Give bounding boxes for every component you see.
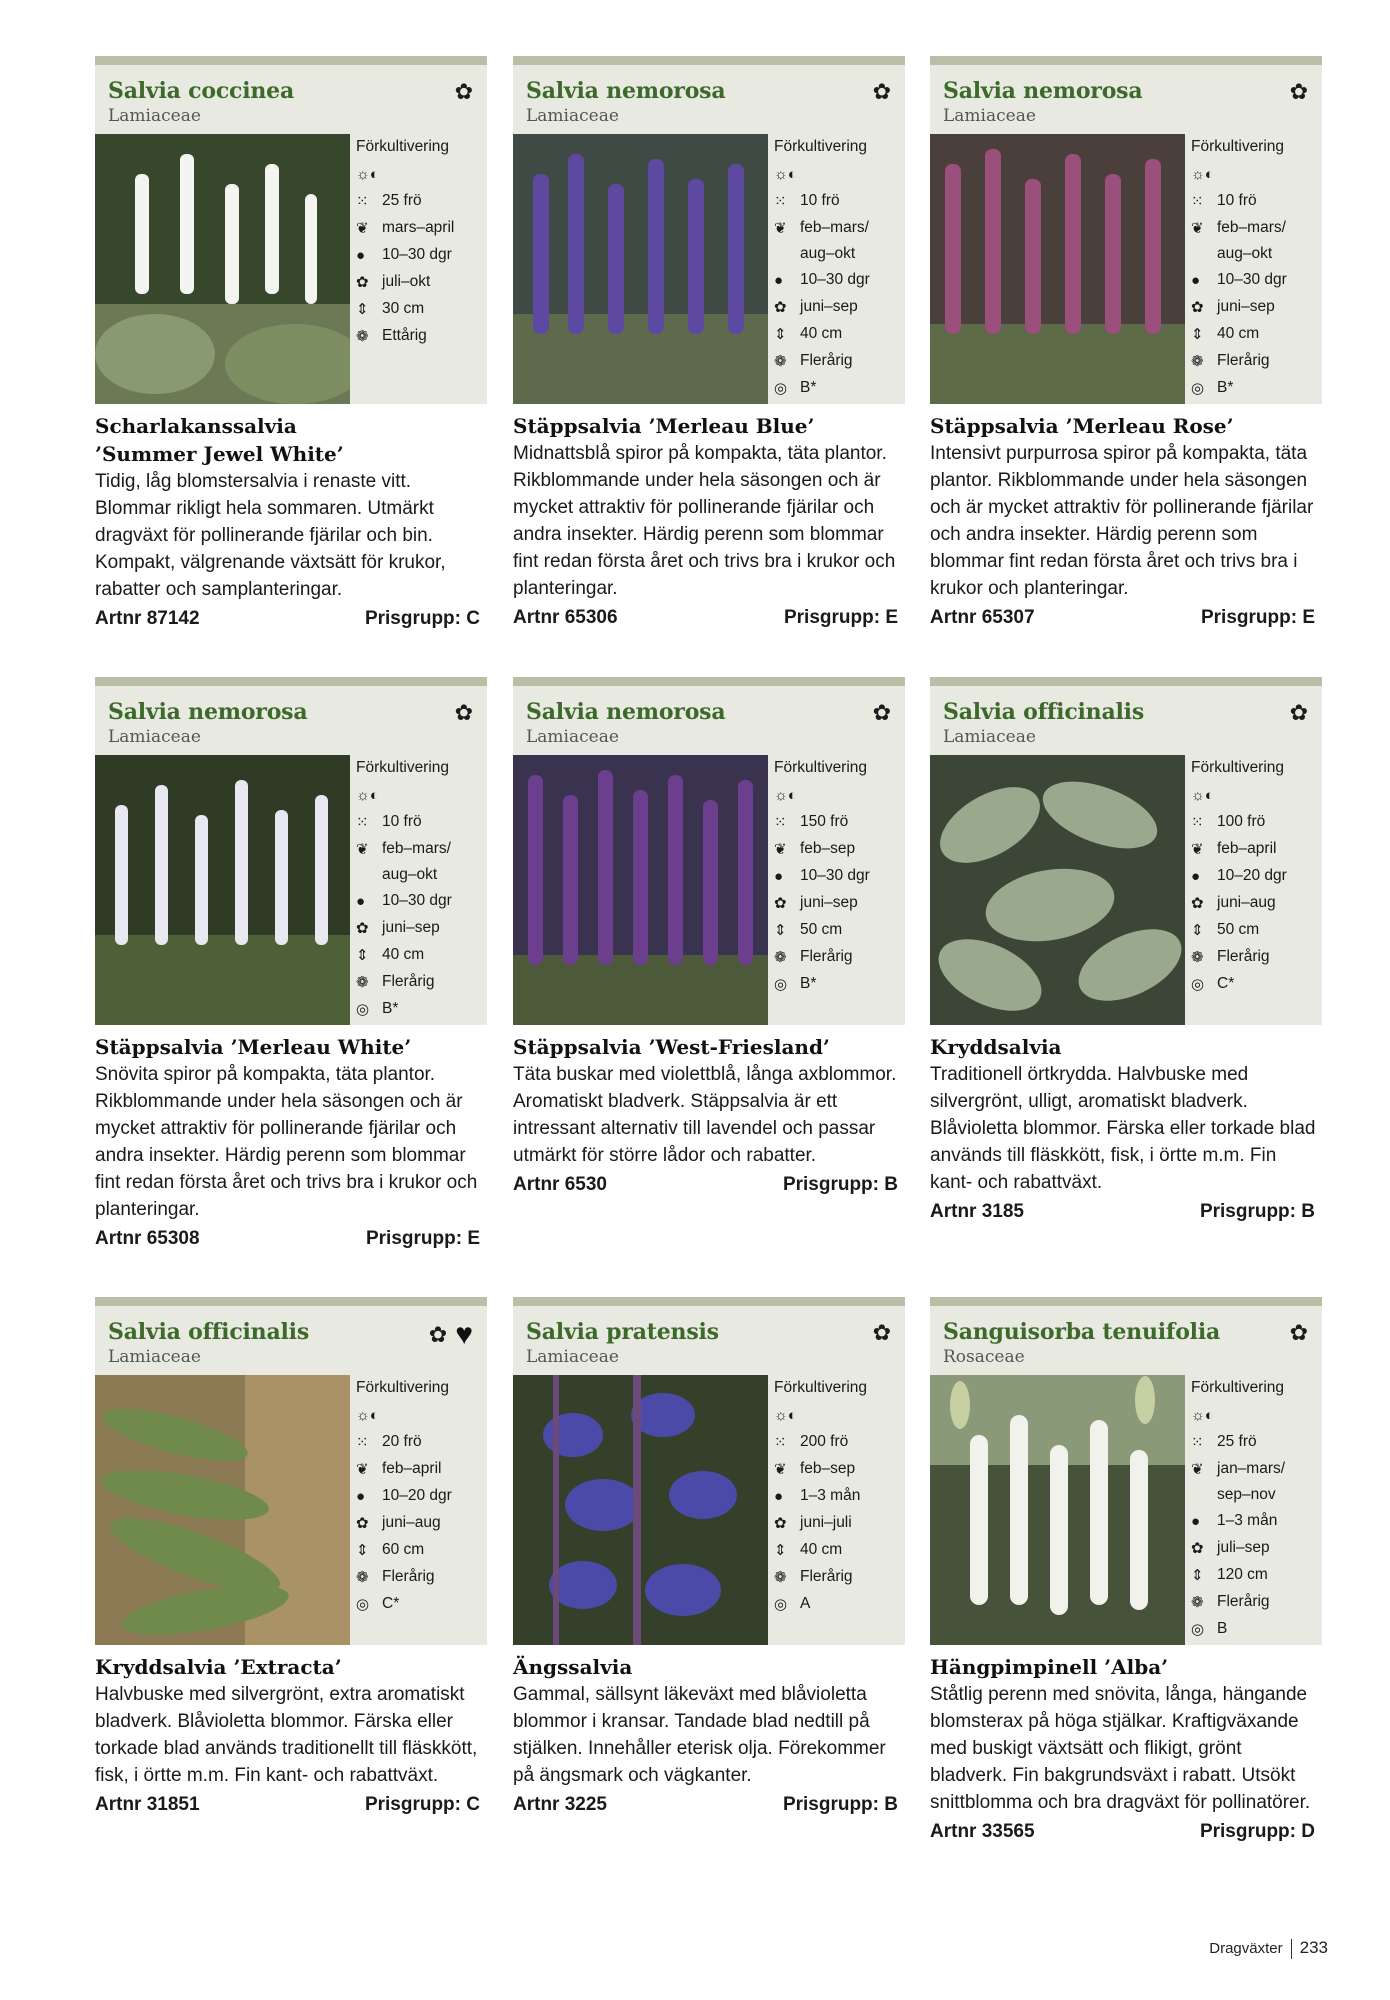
drop-icon: ● — [356, 893, 366, 910]
seeds-icon: ⁙ — [356, 814, 369, 831]
spec-lifespan: Ettårig — [382, 327, 427, 344]
bee-icon: ✿ — [454, 79, 473, 104]
height-icon: ⇕ — [774, 922, 787, 939]
lifecycle-icon: ❁ — [774, 1569, 787, 1586]
spec-height: 60 cm — [382, 1541, 425, 1558]
spec-group: B* — [800, 975, 817, 992]
plant-family: Lamiaceae — [108, 727, 201, 747]
spec-list — [1191, 1376, 1320, 1643]
product-card — [95, 677, 487, 1250]
spec-group: A — [800, 1595, 811, 1612]
drop-icon: ● — [1191, 1513, 1201, 1530]
sun-halfshade-icon: ☼◐ — [356, 787, 379, 804]
product-description: Ståtlig perenn med snövita, långa, hängande blomsterax på höga stjälkar. Kraftigväxande med buskigt växtsätt och flikigt, grönt bladverk. Fin bakgrundsväxt i rabatt. Utsökt snittblomma och bra dragväxt för pollinatörer. — [930, 1684, 1311, 1813]
price-group: Prisgrupp: E — [1200, 607, 1315, 628]
spec-lifespan: Flerårig — [1217, 948, 1270, 965]
latin-name: Salvia pratensis — [526, 1319, 719, 1345]
spec-header: Förkultivering — [1191, 1379, 1285, 1396]
seeds-icon: ⁙ — [1191, 1434, 1204, 1451]
spec-height: 40 cm — [800, 1541, 843, 1558]
product-title: Kryddsalvia ’Extracta’ — [95, 1655, 342, 1679]
sun-halfshade-icon: ☼◐ — [356, 166, 379, 183]
flower-icon: ✿ — [356, 920, 369, 937]
product-card — [513, 56, 905, 629]
sun-halfshade-icon: ☼◐ — [1191, 166, 1214, 183]
flower-icon: ✿ — [1191, 299, 1204, 316]
bee-icon: ✿ — [1289, 1320, 1308, 1345]
lifecycle-icon: ❁ — [356, 328, 369, 345]
article-number: Artnr 3185 — [930, 1201, 1024, 1222]
product-card — [513, 1297, 905, 1816]
latin-name: Salvia nemorosa — [526, 78, 726, 104]
height-icon: ⇕ — [356, 1542, 369, 1559]
spec-germination: 10–20 dgr — [1217, 867, 1287, 884]
card-header — [513, 56, 905, 134]
price-group: Prisgrupp: B — [782, 1174, 898, 1195]
card-header — [513, 677, 905, 755]
height-icon: ⇕ — [1191, 922, 1204, 939]
article-number: Artnr 65307 — [930, 607, 1035, 628]
plant-family: Lamiaceae — [943, 106, 1036, 126]
target-icon: ◎ — [356, 1001, 370, 1018]
spec-header: Förkultivering — [1191, 759, 1285, 776]
flower-icon: ✿ — [774, 895, 787, 912]
drop-icon: ● — [356, 1488, 366, 1505]
page-number: 233 — [1299, 1938, 1328, 1957]
product-description: Tidig, låg blomstersalvia i renaste vitt. Blommar rikligt hela sommaren. Utmärkt dragväxt för pollinerande fjärilar och bin. Kompakt, välgrenande växtsätt för krukor, rabatter och samplanteringar. — [95, 471, 446, 600]
target-icon: ◎ — [1191, 976, 1205, 993]
target-icon: ◎ — [1191, 380, 1205, 397]
flower-icon: ✿ — [356, 1515, 369, 1532]
flower-icon: ✿ — [356, 274, 369, 291]
drop-icon: ● — [356, 247, 366, 264]
spec-group: B* — [1217, 379, 1234, 396]
spec-height: 50 cm — [800, 921, 843, 938]
price-group: Prisgrupp: C — [364, 608, 480, 629]
spec-germination: 10–30 dgr — [800, 867, 870, 884]
plant-family: Lamiaceae — [526, 106, 619, 126]
spec-list — [356, 756, 485, 1023]
bee-icon: ✿ — [872, 79, 891, 104]
spec-header: Förkultivering — [774, 1379, 868, 1396]
spec-group: B — [1217, 1620, 1228, 1637]
spec-lifespan: Flerårig — [800, 352, 853, 369]
spec-flowering: juni–sep — [382, 919, 440, 936]
sprout-icon: ❦ — [356, 1461, 369, 1478]
spec-list — [774, 135, 903, 402]
target-icon: ◎ — [356, 1596, 370, 1613]
plant-photo — [95, 134, 350, 404]
spec-height: 40 cm — [1217, 325, 1260, 342]
spec-flowering: juli–okt — [382, 273, 431, 290]
product-card — [95, 1297, 487, 1816]
seeds-icon: ⁙ — [774, 193, 787, 210]
plant-family: Lamiaceae — [108, 1347, 201, 1367]
spec-height: 40 cm — [800, 325, 843, 342]
plant-photo — [930, 755, 1185, 1025]
plant-photo — [930, 134, 1185, 404]
latin-name: Salvia officinalis — [108, 1319, 310, 1345]
bee-icon: ✿ — [428, 1322, 448, 1347]
plant-family: Lamiaceae — [108, 106, 201, 126]
spec-list — [356, 135, 485, 350]
sun-halfshade-icon: ☼◐ — [356, 1407, 379, 1424]
drop-icon: ● — [774, 272, 784, 289]
product-title: Stäppsalvia ’Merleau Blue’ — [513, 414, 815, 438]
price-group: Prisgrupp: B — [782, 1794, 898, 1815]
spec-sowing: feb–mars/ aug–okt — [1217, 219, 1286, 262]
heart-icon: ♥ — [455, 1318, 473, 1351]
plant-photo — [513, 1375, 768, 1645]
lifecycle-icon: ❁ — [774, 949, 787, 966]
spec-lifespan: Flerårig — [800, 948, 853, 965]
article-number: Artnr 3225 — [513, 1794, 607, 1815]
bee-icon: ✿ — [1289, 700, 1308, 725]
bee-icon: ✿ — [454, 700, 473, 725]
drop-icon: ● — [774, 868, 784, 885]
target-icon: ◎ — [774, 976, 788, 993]
bee-icon: ✿ — [872, 700, 891, 725]
price-group: Prisgrupp: C — [364, 1794, 480, 1815]
spec-seeds: 200 frö — [800, 1433, 849, 1450]
lifecycle-icon: ❁ — [356, 1569, 369, 1586]
spec-list — [774, 1376, 903, 1618]
sprout-icon: ❦ — [1191, 220, 1204, 237]
spec-flowering: juli–sep — [1217, 1539, 1270, 1556]
product-description: Intensivt purpurrosa spiror på kompakta, täta plantor. Rikblommande under hela säsongen och är mycket attraktiv för pollinerande fjärilar och andra insekter. Härdig perenn som blommar fint redan första året och trivs bra i krukor och planteringar. — [930, 443, 1314, 599]
spec-list — [774, 756, 903, 998]
drop-icon: ● — [1191, 868, 1201, 885]
spec-flowering: juni–sep — [800, 298, 858, 315]
spec-seeds: 100 frö — [1217, 813, 1266, 830]
product-card — [513, 677, 905, 1196]
latin-name: Salvia nemorosa — [943, 78, 1143, 104]
spec-height: 40 cm — [382, 946, 425, 963]
seeds-icon: ⁙ — [774, 1434, 787, 1451]
latin-name: Salvia nemorosa — [526, 699, 726, 725]
height-icon: ⇕ — [774, 1542, 787, 1559]
plant-family: Lamiaceae — [943, 727, 1036, 747]
spec-group: C* — [382, 1595, 400, 1612]
bee-icon: ✿ — [1289, 79, 1308, 104]
product-description: Täta buskar med violettblå, långa axblommor. Aromatiskt bladverk. Stäppsalvia är ett intressant alternativ till lavendel och passar utmärkt för större lådor och rabatter. — [513, 1064, 897, 1166]
seeds-icon: ⁙ — [774, 814, 787, 831]
product-description: Halvbuske med silvergrönt, extra aromatiskt bladverk. Blåvioletta blommor. Färska eller torkade blad används traditionellt till fläskkött, fisk, i örtte m.m. Fin kant- och rabattväxt. — [95, 1684, 478, 1786]
latin-name: Salvia officinalis — [943, 699, 1145, 725]
product-title: Stäppsalvia ’Merleau Rose’ — [930, 414, 1234, 438]
flower-icon: ✿ — [1191, 895, 1204, 912]
height-icon: ⇕ — [774, 326, 787, 343]
spec-lifespan: Flerårig — [382, 973, 435, 990]
spec-seeds: 10 frö — [382, 813, 422, 830]
seeds-icon: ⁙ — [356, 193, 369, 210]
lifecycle-icon: ❁ — [1191, 353, 1204, 370]
latin-name: Salvia nemorosa — [108, 699, 308, 725]
lifecycle-icon: ❁ — [1191, 949, 1204, 966]
target-icon: ◎ — [774, 1596, 788, 1613]
card-header — [95, 677, 487, 755]
spec-seeds: 25 frö — [1217, 1433, 1257, 1450]
sprout-icon: ❦ — [1191, 1461, 1204, 1478]
spec-lifespan: Flerårig — [1217, 1593, 1270, 1610]
lifecycle-icon: ❁ — [356, 974, 369, 991]
card-header — [513, 1297, 905, 1375]
target-icon: ◎ — [774, 380, 788, 397]
spec-header: Förkultivering — [774, 759, 868, 776]
drop-icon: ● — [1191, 272, 1201, 289]
drop-icon: ● — [774, 1488, 784, 1505]
product-title: Ängssalvia — [513, 1655, 633, 1679]
spec-height: 30 cm — [382, 300, 425, 317]
flower-icon: ✿ — [1191, 1540, 1204, 1557]
sprout-icon: ❦ — [774, 841, 787, 858]
price-group: Prisgrupp: E — [365, 1228, 480, 1249]
spec-header: Förkultivering — [356, 759, 450, 776]
sun-halfshade-icon: ☼◐ — [774, 166, 797, 183]
spec-lifespan: Flerårig — [800, 1568, 853, 1585]
product-card — [930, 1297, 1322, 1843]
plant-photo — [513, 134, 768, 404]
article-number: Artnr 6530 — [513, 1174, 607, 1195]
lifecycle-icon: ❁ — [1191, 1594, 1204, 1611]
lifecycle-icon: ❁ — [774, 353, 787, 370]
price-group: Prisgrupp: B — [1199, 1201, 1315, 1222]
seeds-icon: ⁙ — [356, 1434, 369, 1451]
spec-germination: 1–3 mån — [800, 1487, 861, 1504]
spec-germination: 10–20 dgr — [382, 1487, 452, 1504]
plant-photo — [930, 1375, 1185, 1645]
spec-sowing: feb–sep — [800, 1460, 856, 1477]
spec-sowing: feb–mars/ aug–okt — [382, 840, 451, 883]
card-header — [930, 1297, 1322, 1375]
plant-photo — [513, 755, 768, 1025]
product-card — [930, 677, 1322, 1223]
latin-name: Sanguisorba tenuifolia — [943, 1319, 1221, 1345]
sprout-icon: ❦ — [774, 1461, 787, 1478]
spec-header: Förkultivering — [356, 138, 450, 155]
page-footer — [1209, 1938, 1328, 1959]
spec-sowing: feb–april — [1217, 840, 1277, 857]
height-icon: ⇕ — [356, 301, 369, 318]
spec-sowing: feb–april — [382, 1460, 442, 1477]
spec-group: C* — [1217, 975, 1235, 992]
seeds-icon: ⁙ — [1191, 814, 1204, 831]
spec-seeds: 150 frö — [800, 813, 849, 830]
height-icon: ⇕ — [1191, 326, 1204, 343]
height-icon: ⇕ — [1191, 1567, 1204, 1584]
product-title: Hängpimpinell ’Alba’ — [930, 1655, 1169, 1679]
sprout-icon: ❦ — [356, 841, 369, 858]
product-title: Stäppsalvia ’Merleau White’ — [95, 1035, 412, 1059]
plant-family: Rosaceae — [943, 1347, 1025, 1367]
sprout-icon: ❦ — [774, 220, 787, 237]
spec-height: 50 cm — [1217, 921, 1260, 938]
card-header — [95, 56, 487, 134]
spec-seeds: 10 frö — [1217, 192, 1257, 209]
spec-list — [1191, 135, 1320, 402]
spec-germination: 10–30 dgr — [382, 246, 452, 263]
article-number: Artnr 65308 — [95, 1228, 200, 1249]
sun-halfshade-icon: ☼◐ — [774, 787, 797, 804]
spec-header: Förkultivering — [774, 138, 868, 155]
product-description: Gammal, sällsynt läkeväxt med blåvioletta blommor i kransar. Tandade blad nedtill på stjälken. Innehåller eterisk olja. Förekommer på ängsmark och vägkanter. — [513, 1684, 886, 1786]
spec-sowing: mars–april — [382, 219, 455, 236]
spec-sowing: feb–sep — [800, 840, 856, 857]
spec-seeds: 10 frö — [800, 192, 840, 209]
plant-family: Lamiaceae — [526, 1347, 619, 1367]
spec-germination: 10–30 dgr — [1217, 271, 1287, 288]
product-title: Scharlakanssalvia ’Summer Jewel White’ — [95, 414, 344, 466]
section-name: Dragväxter — [1209, 1940, 1283, 1957]
card-header — [95, 1297, 487, 1375]
spec-height: 120 cm — [1217, 1566, 1268, 1583]
spec-seeds: 25 frö — [382, 192, 422, 209]
plant-photo — [95, 1375, 350, 1645]
product-title: Kryddsalvia — [930, 1035, 1062, 1059]
spec-seeds: 20 frö — [382, 1433, 422, 1450]
flower-icon: ✿ — [774, 299, 787, 316]
article-number: Artnr 65306 — [513, 607, 618, 628]
article-number: Artnr 31851 — [95, 1794, 200, 1815]
spec-sowing: feb–mars/ aug–okt — [800, 219, 869, 262]
latin-name: Salvia coccinea — [108, 78, 295, 104]
product-description: Traditionell örtkrydda. Halvbuske med silvergrönt, ulligt, aromatiskt bladverk. Blåvioletta blommor. Färska eller torkade blad används till fläskkött, fisk, i örtte m.m. Fin kant- och rabattväxt. — [930, 1064, 1316, 1193]
bee-icon: ✿ — [872, 1320, 891, 1345]
spec-flowering: juni–sep — [1217, 298, 1275, 315]
sun-halfshade-icon: ☼◐ — [1191, 787, 1214, 804]
spec-group: B* — [800, 379, 817, 396]
plant-family: Lamiaceae — [526, 727, 619, 747]
spec-list — [356, 1376, 485, 1618]
spec-germination: 10–30 dgr — [800, 271, 870, 288]
sprout-icon: ❦ — [1191, 841, 1204, 858]
price-group: Prisgrupp: D — [1199, 1821, 1315, 1842]
spec-header: Förkultivering — [1191, 138, 1285, 155]
spec-germination: 1–3 mån — [1217, 1512, 1278, 1529]
flower-icon: ✿ — [774, 1515, 787, 1532]
sun-halfshade-icon: ☼◐ — [1191, 1407, 1214, 1424]
article-number: Artnr 33565 — [930, 1821, 1035, 1842]
plant-photo — [95, 755, 350, 1025]
spec-germination: 10–30 dgr — [382, 892, 452, 909]
price-group: Prisgrupp: E — [783, 607, 898, 628]
card-header — [930, 56, 1322, 134]
sun-halfshade-icon: ☼◐ — [774, 1407, 797, 1424]
spec-flowering: juni–aug — [382, 1514, 441, 1531]
product-description: Snövita spiror på kompakta, täta plantor. Rikblommande under hela säsongen och är mycket attraktiv för pollinerande fjärilar och andra insekter. Härdig perenn som blommar fint redan första året och trivs bra i krukor och planteringar. — [95, 1064, 478, 1220]
spec-flowering: juni–aug — [1217, 894, 1276, 911]
sprout-icon: ❦ — [356, 220, 369, 237]
product-card — [95, 56, 487, 630]
spec-flowering: juni–juli — [800, 1514, 852, 1531]
spec-group: B* — [382, 1000, 399, 1017]
spec-sowing: jan–mars/ sep–nov — [1217, 1460, 1286, 1503]
spec-list — [1191, 756, 1320, 998]
spec-header: Förkultivering — [356, 1379, 450, 1396]
spec-lifespan: Flerårig — [1217, 352, 1270, 369]
seeds-icon: ⁙ — [1191, 193, 1204, 210]
product-description: Midnattsblå spiror på kompakta, täta plantor. Rikblommande under hela säsongen och är mycket attraktiv för pollinerande fjärilar och andra insekter. Härdig perenn som blommar fint redan första året och trivs bra i krukor och planteringar. — [513, 443, 896, 599]
article-number: Artnr 87142 — [95, 608, 200, 629]
card-header — [930, 677, 1322, 755]
target-icon: ◎ — [1191, 1621, 1205, 1638]
spec-lifespan: Flerårig — [382, 1568, 435, 1585]
footer-divider — [1291, 1939, 1292, 1959]
height-icon: ⇕ — [356, 947, 369, 964]
product-card — [930, 56, 1322, 629]
spec-flowering: juni–sep — [800, 894, 858, 911]
product-title: Stäppsalvia ’West-Friesland’ — [513, 1035, 830, 1059]
